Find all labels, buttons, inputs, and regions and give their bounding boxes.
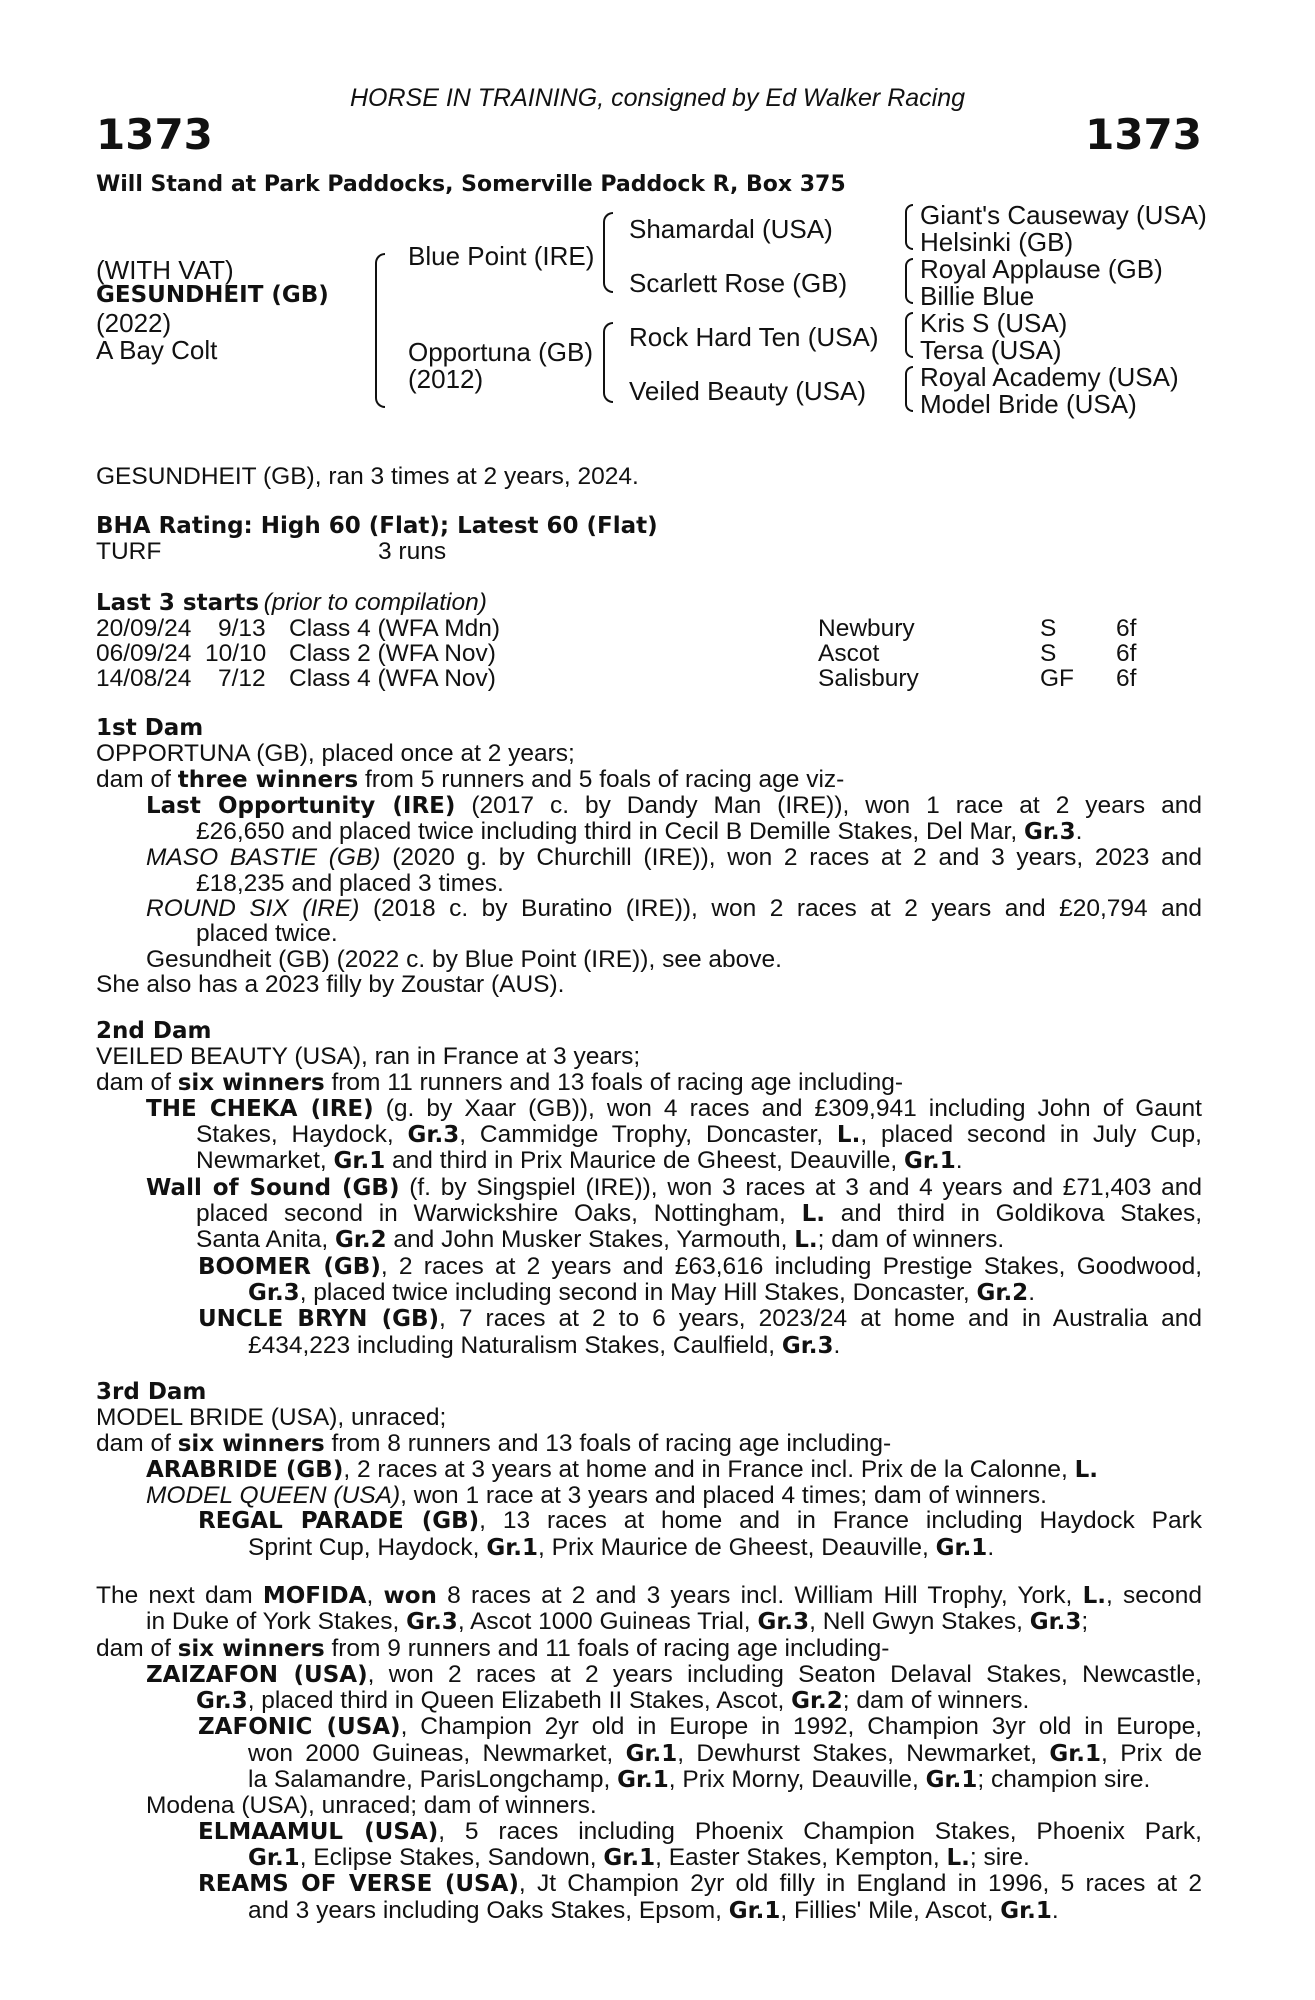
third-dam-produce-line: dam of six winners from 8 runners and 13 foals of racing age including- (96, 1429, 892, 1457)
list-item: Wall of Sound (GB) (f. by Singspiel (IRE)), won 3 races at 3 and 4 years and £71,403 and (146, 1173, 1202, 1201)
surface: TURF (96, 538, 162, 565)
list-item: ROUND SIX (IRE) (2018 c. by Buratino (IRE)), won 2 races at 2 years and £20,794 and (146, 895, 1202, 923)
first-dam-line: OPPORTUNA (GB), placed once at 2 years; (96, 740, 575, 768)
list-item-cont: Stakes, Haydock, Gr.3, Cammidge Trophy, Doncaster, L., placed second in July Cup, (196, 1121, 1202, 1149)
start-distance: 6f (1116, 640, 1137, 667)
list-item: ELMAAMUL (USA), 5 races including Phoenix Champion Stakes, Phoenix Park, (198, 1817, 1202, 1845)
start-distance: 6f (1116, 665, 1137, 692)
start-race: Class 2 (WFA Nov) (289, 640, 496, 667)
list-item-cont: £18,235 and placed 3 times. (196, 869, 504, 897)
first-dam-note: She also has a 2023 filly by Zoustar (AUS). (96, 970, 565, 998)
dss: Kris S (USA) (920, 308, 1068, 338)
race-summary: GESUNDHEIT (GB), ran 3 times at 2 years, 2024. (96, 463, 639, 490)
start-course: Salisbury (818, 665, 919, 692)
start-course: Ascot (818, 640, 880, 667)
dam-year: (2012) (408, 364, 484, 394)
horse-name: GESUNDHEIT (GB) (96, 282, 329, 308)
list-item: ZAIZAFON (USA), won 2 races at 2 years including Seaton Delaval Stakes, Newcastle, (146, 1660, 1202, 1688)
dam-sire: Rock Hard Ten (USA) (629, 322, 879, 352)
bracket-dam (603, 322, 613, 403)
list-item-cont: Santa Anita, Gr.2 and John Musker Stakes, Yarmouth, L.; dam of winners. (196, 1226, 1005, 1254)
list-item: Last Opportunity (IRE) (2017 c. by Dandy Man (IRE)), won 1 race at 2 years and (146, 791, 1202, 819)
list-item-cont: Sprint Cup, Haydock, Gr.1, Prix Maurice de Gheest, Deauville, Gr.1. (248, 1533, 995, 1561)
dam-dam: Veiled Beauty (USA) (629, 376, 867, 406)
list-item: ZAFONIC (USA), Champion 2yr old in Europe in 1992, Champion 3yr old in Europe, (198, 1713, 1203, 1741)
start-position: 7/12 (218, 665, 266, 692)
bracket-ss (905, 204, 913, 250)
last-starts-title: Last 3 starts (96, 590, 260, 616)
list-item-cont: £26,650 and placed twice including third in Cecil B Demille Stakes, Del Mar, Gr.3. (196, 818, 1083, 846)
sire: Blue Point (IRE) (408, 241, 595, 271)
horse-year: (2022) (96, 308, 172, 338)
bracket-ds (905, 312, 913, 358)
bracket-dd (905, 366, 913, 412)
dam: Opportuna (GB) (408, 337, 593, 367)
last-starts-note: (prior to compilation) (263, 589, 487, 616)
list-item-cont: and 3 years including Oaks Stakes, Epsom, Gr.1, Fillies' Mile, Ascot, Gr.1. (248, 1896, 1059, 1924)
surface-runs: 3 runs (378, 538, 447, 565)
start-course: Newbury (818, 615, 915, 642)
list-item: THE CHEKA (IRE) (g. by Xaar (GB)), won 4 races and £309,941 including John of Gaunt (146, 1094, 1202, 1122)
list-item-cont: Gr.3, placed third in Queen Elizabeth II Stakes, Ascot, Gr.2; dam of winners. (196, 1687, 1030, 1715)
first-dam-heading: 1st Dam (96, 715, 204, 741)
consignment-line: HORSE IN TRAINING, consigned by Ed Walker Racing (349, 84, 966, 112)
second-dam-produce-line: dam of six winners from 11 runners and 13 foals of racing age including- (96, 1068, 904, 1096)
bracket-sire (603, 212, 613, 293)
third-dam-line: MODEL BRIDE (USA), unraced; (96, 1404, 447, 1432)
next-dam-line: The next dam MOFIDA, won 8 races at 2 and 3 years incl. William Hill Trophy, York, L., second (96, 1582, 1203, 1609)
list-item-cont: placed second in Warwickshire Oaks, Nottingham, L. and third in Goldikova Stakes, (196, 1200, 1203, 1228)
first-dam-produce-line: dam of three winners from 5 runners and 5 foals of racing age viz- (96, 765, 845, 793)
start-position: 9/13 (218, 615, 266, 642)
list-item-cont: placed twice. (196, 920, 338, 948)
list-item-cont: won 2000 Guineas, Newmarket, Gr.1, Dewhurst Stakes, Newmarket, Gr.1, Prix de (248, 1739, 1202, 1767)
list-item: ARABRIDE (GB), 2 races at 3 years at home and in France incl. Prix de la Calonne, L. (146, 1455, 1099, 1483)
second-dam-heading: 2nd Dam (96, 1018, 212, 1044)
next-dam-cont: in Duke of York Stakes, Gr.3, Ascot 1000 Guineas Trial, Gr.3, Nell Gwyn Stakes, Gr.3; (146, 1608, 1089, 1636)
bha-rating: BHA Rating: High 60 (Flat); Latest 60 (Flat) (96, 513, 658, 539)
dds: Royal Academy (USA) (920, 362, 1179, 392)
start-date: 20/09/24 (96, 615, 192, 642)
start-going: S (1040, 640, 1057, 667)
list-item-cont: £434,223 including Naturalism Stakes, Caulfield, Gr.3. (248, 1331, 841, 1359)
next-dam-section (96, 1583, 1202, 1924)
horse-vat: (WITH VAT) (96, 255, 234, 285)
list-item-cont: Gr.1, Eclipse Stakes, Sandown, Gr.1, Easter Stakes, Kempton, L.; sire. (248, 1843, 1030, 1871)
third-dam-section (96, 1380, 1202, 1561)
second-dam-section (96, 1019, 1202, 1359)
start-date: 06/09/24 (96, 640, 192, 667)
start-going: S (1040, 615, 1057, 642)
first-dam-section (96, 716, 1202, 997)
lot-number-left: 1373 (96, 110, 213, 159)
ddd: Model Bride (USA) (920, 389, 1137, 419)
list-item-cont: Newmarket, Gr.1 and third in Prix Maurice de Gheest, Deauville, Gr.1. (196, 1147, 963, 1175)
start-distance: 6f (1116, 615, 1137, 642)
list-item-cont: la Salamandre, ParisLongchamp, Gr.1, Prix Morny, Deauville, Gr.1; champion sire. (248, 1766, 1151, 1794)
list-item: BOOMER (GB), 2 races at 2 years and £63,616 including Prestige Stakes, Goodwood, (198, 1252, 1202, 1280)
list-item-cont: Gr.3, placed twice including second in May Hill Stakes, Doncaster, Gr.2. (248, 1278, 1035, 1306)
sdd: Billie Blue (920, 281, 1035, 311)
second-dam-line: VEILED BEAUTY (USA), ran in France at 3 years; (96, 1043, 641, 1071)
bracket-sd (905, 258, 913, 304)
list-item: Gesundheit (GB) (2022 c. by Blue Point (IRE)), see above. (146, 945, 782, 973)
lot-number-right: 1373 (1085, 110, 1202, 159)
last-starts-heading (96, 589, 487, 617)
sds: Royal Applause (GB) (920, 254, 1163, 284)
list-item: Modena (USA), unraced; dam of winners. (146, 1792, 597, 1820)
horse-description: A Bay Colt (96, 335, 218, 365)
list-item: REAMS OF VERSE (USA), Jt Champion 2yr old filly in England in 1996, 5 races at 2 (198, 1870, 1202, 1898)
ssd: Helsinki (GB) (920, 227, 1074, 257)
third-dam-heading: 3rd Dam (96, 1379, 207, 1405)
next-dam-produce-line: dam of six winners from 9 runners and 11 foals of racing age including- (96, 1634, 890, 1662)
dsd: Tersa (USA) (920, 335, 1062, 365)
start-position: 10/10 (205, 640, 267, 667)
list-item: MODEL QUEEN (USA), won 1 race at 3 years and placed 4 times; dam of winners. (146, 1482, 1047, 1510)
start-date: 14/08/24 (96, 665, 192, 692)
start-race: Class 4 (WFA Mdn) (289, 615, 501, 642)
start-going: GF (1040, 665, 1075, 692)
list-item: UNCLE BRYN (GB), 7 races at 2 to 6 years, 2023/24 at home and in Australia and (198, 1305, 1202, 1333)
location-line: Will Stand at Park Paddocks, Somerville Paddock R, Box 375 (96, 172, 846, 197)
sire-dam: Scarlett Rose (GB) (629, 268, 848, 298)
list-item: MASO BASTIE (GB) (2020 g. by Churchill (IRE)), won 2 races at 2 and 3 years, 2023 and (146, 844, 1202, 872)
bracket-parents (375, 253, 385, 408)
sss: Giant's Causeway (USA) (920, 200, 1207, 230)
list-item: REGAL PARADE (GB), 13 races at home and in France including Haydock Park (198, 1507, 1202, 1535)
sire-sire: Shamardal (USA) (629, 214, 833, 244)
start-race: Class 4 (WFA Nov) (289, 665, 496, 692)
